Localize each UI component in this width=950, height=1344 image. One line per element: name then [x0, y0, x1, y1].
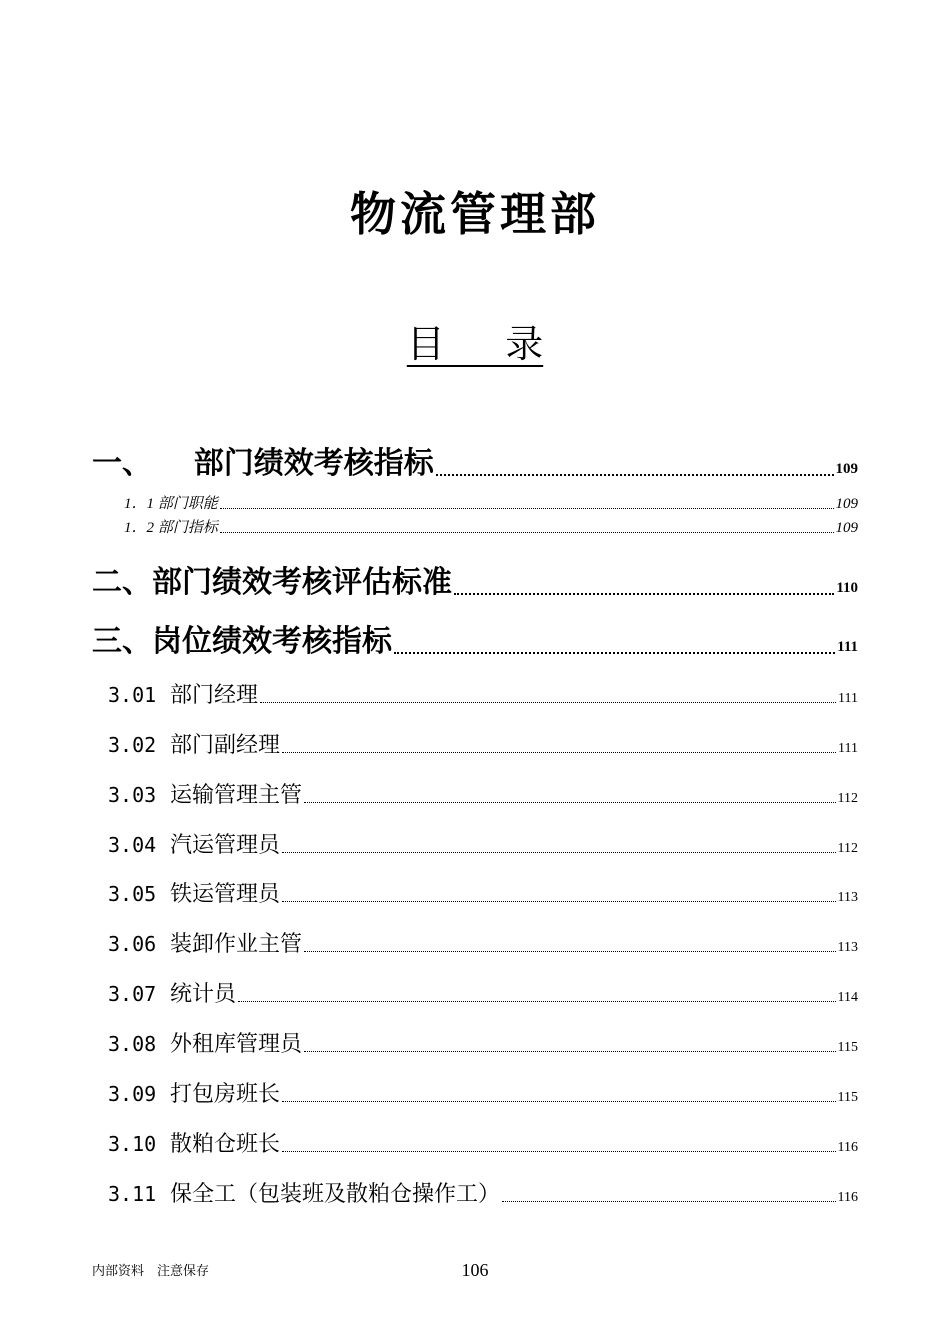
toc-entry-label	[92, 1127, 280, 1158]
toc-entry-page: 111	[838, 741, 858, 756]
toc-entry-number: 3.10	[108, 1132, 157, 1156]
dot-leader	[260, 702, 836, 703]
toc-entry-label	[92, 828, 280, 859]
toc-entry-page: 109	[835, 520, 858, 536]
toc-entry-page: 114	[837, 990, 858, 1005]
toc-entry-1-1[interactable]	[92, 492, 858, 513]
toc-entry-page: 111	[837, 639, 858, 655]
toc-entry-3-10[interactable]	[92, 1127, 858, 1158]
toc-entry-page: 115	[837, 1040, 858, 1055]
toc-entry-number: 3.02	[108, 733, 157, 757]
toc-entry-label: 1．1 部门职能	[124, 496, 218, 512]
dot-leader	[282, 852, 836, 853]
toc-entry-page: 113	[837, 940, 858, 955]
toc-entry-label	[92, 1077, 280, 1108]
dot-leader	[238, 1001, 836, 1002]
toc-entry-number: 3.07	[108, 982, 157, 1006]
dot-leader	[220, 508, 834, 509]
toc-entry-title: 散粕仓班长	[170, 1132, 281, 1157]
toc-entry-page: 109	[835, 461, 858, 477]
toc-entry-section-2[interactable]	[92, 557, 858, 601]
dot-leader	[304, 1051, 836, 1052]
toc-entry-title: 统计员	[170, 982, 237, 1007]
toc-entry-title: 装卸作业主管	[170, 932, 303, 957]
toc-entry-3-01[interactable]	[92, 678, 858, 709]
toc-entry-page: 116	[837, 1140, 858, 1155]
page-title: 物流管理部	[350, 187, 600, 241]
dot-leader	[394, 652, 835, 654]
toc-heading-text: 目 录	[406, 322, 544, 366]
toc-entry-page: 112	[837, 791, 858, 806]
toc-entry-page: 113	[837, 890, 858, 905]
dot-leader	[304, 951, 836, 952]
toc-entry-number: 3.01	[108, 683, 157, 707]
toc-entry-label	[92, 778, 302, 809]
dot-leader	[282, 901, 836, 902]
toc-entry-label	[92, 1027, 302, 1058]
toc-entry-3-07[interactable]	[92, 977, 858, 1008]
toc-entry-title: 铁运管理员	[170, 882, 281, 907]
toc-entry-title: 外租库管理员	[170, 1032, 303, 1057]
toc-entry-3-09[interactable]	[92, 1077, 858, 1108]
toc-entry-number: 3.09	[108, 1082, 157, 1106]
toc-entry-label	[92, 678, 258, 709]
toc-entry-label	[92, 877, 280, 908]
toc-entry-section-3[interactable]	[92, 616, 858, 660]
toc-entry-3-03[interactable]	[92, 778, 858, 809]
toc-entry-label: 二、部门绩效考核评估标准	[92, 565, 452, 600]
toc-entry-number: 3.04	[108, 833, 157, 857]
toc-entry-3-02[interactable]	[92, 728, 858, 759]
toc-entry-number: 3.08	[108, 1032, 157, 1056]
dot-leader	[502, 1201, 836, 1202]
toc-entry-3-05[interactable]	[92, 877, 858, 908]
toc-entry-title: 部门副经理	[170, 733, 281, 758]
footer-page-number: 106	[461, 1260, 489, 1280]
toc-entry-3-11[interactable]	[92, 1177, 858, 1208]
toc-entry-number: 3.11	[108, 1182, 157, 1206]
toc-entry-title: 保全工（包装班及散粕仓操作工）	[170, 1182, 501, 1207]
dot-leader	[436, 474, 834, 476]
toc-entry-page: 116	[837, 1190, 858, 1205]
toc-entry-page: 111	[838, 691, 858, 706]
toc-entry-number: 3.05	[108, 882, 157, 906]
toc-entry-number: 3.03	[108, 783, 157, 807]
toc-entry-section-1[interactable]	[92, 438, 858, 482]
toc-entry-label	[92, 977, 236, 1008]
dot-leader	[220, 532, 834, 533]
toc-entry-page: 112	[837, 841, 858, 856]
toc-entry-page: 110	[836, 580, 858, 596]
toc-entry-label	[92, 927, 302, 958]
toc-entry-label: 一、 部门绩效考核指标	[92, 446, 434, 481]
toc-entry-number: 3.06	[108, 932, 157, 956]
toc-entry-label: 1．2 部门指标	[124, 520, 218, 536]
toc-heading	[0, 313, 950, 368]
toc-entry-3-06[interactable]	[92, 927, 858, 958]
toc-entry-label: 三、岗位绩效考核指标	[92, 624, 392, 659]
toc-entry-title: 部门经理	[170, 683, 259, 708]
toc-entry-title: 打包房班长	[170, 1082, 281, 1107]
dot-leader	[282, 752, 836, 753]
toc-entry-1-2[interactable]	[92, 516, 858, 537]
toc-entry-page: 115	[837, 1090, 858, 1105]
toc-entry-title: 汽运管理员	[170, 833, 281, 858]
dot-leader	[454, 593, 834, 595]
toc-entry-title: 运输管理主管	[170, 783, 303, 808]
toc-entry-3-08[interactable]	[92, 1027, 858, 1058]
dot-leader	[282, 1151, 836, 1152]
toc-entry-page: 109	[835, 496, 858, 512]
toc-entry-3-04[interactable]	[92, 828, 858, 859]
dot-leader	[282, 1101, 836, 1102]
dot-leader	[304, 802, 836, 803]
toc-entry-label	[92, 1177, 500, 1208]
footer-note: 内部资料 注意保存	[92, 1264, 210, 1279]
toc-entry-label	[92, 728, 280, 759]
